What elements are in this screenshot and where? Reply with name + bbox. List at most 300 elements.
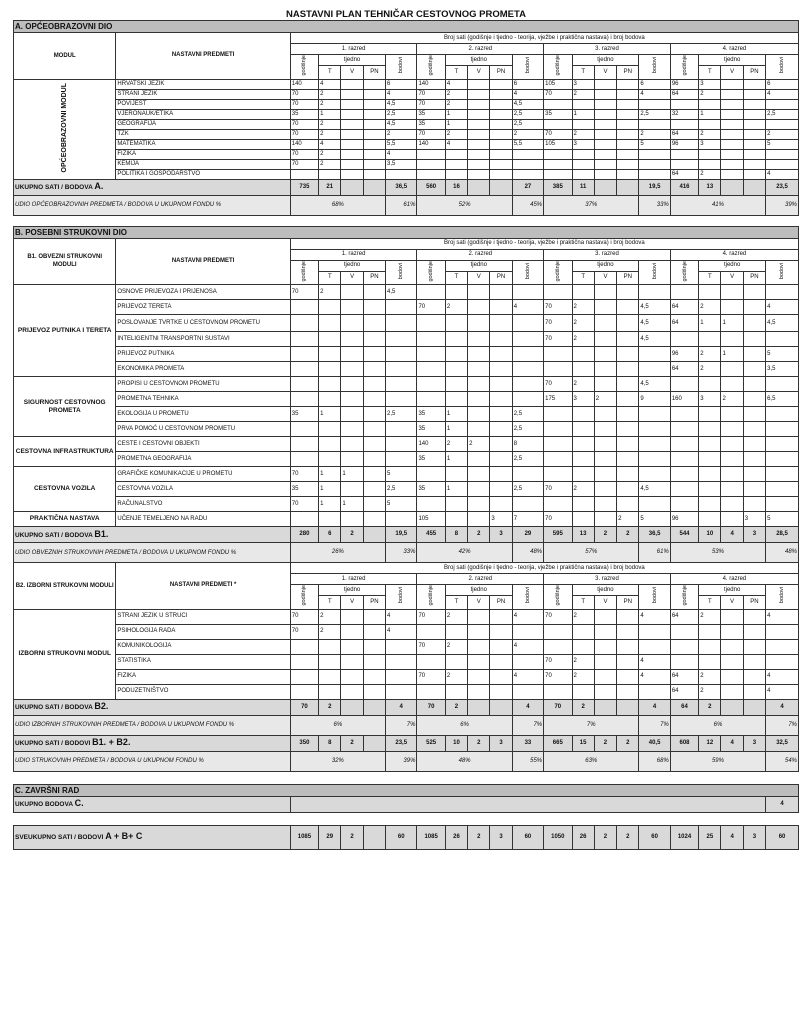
value-cell <box>468 332 490 347</box>
value-cell <box>670 119 698 129</box>
value-cell <box>363 639 385 654</box>
value-cell <box>386 639 417 654</box>
value-cell <box>544 169 572 179</box>
value-cell <box>617 179 639 195</box>
value-cell: 70 <box>290 699 318 715</box>
value-cell <box>743 285 765 300</box>
points-header <box>386 260 417 285</box>
module-name-label: OPĆEOBRAZOVNI MODUL <box>61 82 69 173</box>
value-cell <box>572 684 594 699</box>
value-cell <box>417 467 445 482</box>
value-cell <box>290 300 318 315</box>
value-cell <box>721 300 743 315</box>
part-b1-module-header <box>14 238 116 285</box>
value-cell <box>341 669 363 684</box>
value-cell: 2 <box>341 825 363 849</box>
value-cell: 70 <box>544 609 572 624</box>
points-label: bodovi <box>398 57 405 74</box>
value-cell <box>743 609 765 624</box>
value-cell: 35 <box>290 482 318 497</box>
value-cell <box>594 684 616 699</box>
value-cell <box>468 139 490 149</box>
points-header <box>512 585 543 610</box>
points-label: bodovi <box>398 262 405 279</box>
value-cell <box>721 497 743 512</box>
theory-header: T <box>699 271 721 284</box>
annual-header <box>544 260 572 285</box>
value-cell: 5,5 <box>386 139 417 149</box>
value-cell <box>617 79 639 89</box>
value-cell <box>319 315 341 332</box>
total-label-text: UKUPNO SATI / BODOVA <box>15 531 93 539</box>
value-cell <box>468 89 490 99</box>
value-cell: 280 <box>290 527 318 543</box>
value-cell <box>490 109 512 119</box>
value-cell: 13 <box>572 527 594 543</box>
value-cell <box>341 654 363 669</box>
theory-header: T <box>699 596 721 609</box>
value-cell: 96 <box>670 347 698 362</box>
value-cell <box>617 159 639 169</box>
value-cell <box>544 422 572 437</box>
value-cell <box>544 119 572 129</box>
value-cell <box>468 392 490 407</box>
subject-name: KOMUNIKOLOGIJA <box>116 639 290 654</box>
table-row <box>14 407 799 422</box>
value-cell: 2 <box>319 129 341 139</box>
value-cell <box>319 512 341 527</box>
value-cell <box>617 392 639 407</box>
value-cell <box>468 639 490 654</box>
value-cell <box>594 332 616 347</box>
value-cell <box>341 362 363 377</box>
value-cell <box>417 347 445 362</box>
value-cell: 2 <box>319 609 341 624</box>
part-a-subjects-header <box>116 33 290 80</box>
value-cell <box>468 129 490 139</box>
annual-header <box>290 260 318 285</box>
subject-name: POSLOVANJE TVRTKE U CESTOVNOM PROMETU <box>116 315 290 332</box>
exercise-header: V <box>721 271 743 284</box>
table-row <box>14 169 799 179</box>
value-cell <box>490 684 512 699</box>
subject-name: PROPISI U CESTOVNOM PROMETU <box>116 377 290 392</box>
value-cell: 7 <box>512 512 543 527</box>
value-cell <box>341 300 363 315</box>
value-cell <box>721 139 743 149</box>
table-row <box>14 497 799 512</box>
value-cell <box>341 699 363 715</box>
value-cell: 4 <box>386 609 417 624</box>
table-row <box>14 79 799 89</box>
value-cell: 2 <box>766 129 799 139</box>
value-cell: 64 <box>670 89 698 99</box>
value-cell <box>594 654 616 669</box>
value-cell: 3 <box>743 527 765 543</box>
value-cell <box>670 624 698 639</box>
value-cell <box>417 159 445 169</box>
value-cell <box>743 437 765 452</box>
value-cell <box>490 422 512 437</box>
value-cell <box>639 149 670 159</box>
value-cell <box>766 285 799 300</box>
annual-header <box>417 585 445 610</box>
value-cell <box>572 407 594 422</box>
value-cell <box>721 119 743 129</box>
value-cell <box>363 392 385 407</box>
value-cell <box>699 119 721 129</box>
value-cell <box>594 437 616 452</box>
value-cell <box>670 497 698 512</box>
grade-header: 1. razred <box>290 249 417 260</box>
points-header <box>386 55 417 80</box>
value-cell: 2 <box>699 300 721 315</box>
value-cell: 2 <box>699 699 721 715</box>
points-header <box>639 585 670 610</box>
subject-name: STATISTIKA <box>116 654 290 669</box>
value-cell: 2 <box>572 482 594 497</box>
value-cell <box>743 639 765 654</box>
annual-label: godišnje <box>301 260 308 281</box>
theory-header: T <box>445 66 467 79</box>
part-b2-module-header <box>14 563 116 610</box>
value-cell <box>766 624 799 639</box>
value-cell <box>699 377 721 392</box>
value-cell <box>544 285 572 300</box>
value-cell: 4 <box>639 89 670 99</box>
value-cell <box>721 332 743 347</box>
value-cell <box>743 139 765 149</box>
value-cell <box>743 377 765 392</box>
value-cell <box>617 452 639 467</box>
grade-header: 1. razred <box>290 44 417 55</box>
value-cell <box>468 512 490 527</box>
part-a-module-header <box>14 33 116 80</box>
value-cell: 1 <box>341 497 363 512</box>
value-cell <box>639 467 670 482</box>
value-cell: 6 <box>319 527 341 543</box>
table-row <box>14 149 799 159</box>
subjects-header-label: NASTAVNI PREDMETI <box>171 257 235 264</box>
points-header <box>512 260 543 285</box>
value-cell <box>445 362 467 377</box>
value-cell: 4 <box>445 139 467 149</box>
value-cell: 5 <box>639 512 670 527</box>
table-row <box>14 467 799 482</box>
value-cell: 8 <box>445 527 467 543</box>
value-cell <box>341 149 363 159</box>
value-cell <box>743 347 765 362</box>
value-cell: 5 <box>386 467 417 482</box>
value-cell <box>386 332 417 347</box>
value-cell <box>544 347 572 362</box>
value-cell: 21 <box>319 179 341 195</box>
value-cell: 11 <box>572 179 594 195</box>
weekly-header: tjedno <box>572 260 639 271</box>
grade-header: 3. razred <box>544 574 671 585</box>
value-cell: 4 <box>319 79 341 89</box>
value-cell: 29 <box>319 825 341 849</box>
value-cell <box>594 179 616 195</box>
value-cell: 35 <box>417 482 445 497</box>
grade-header: 4. razred <box>670 249 798 260</box>
value-cell: 4 <box>639 669 670 684</box>
value-cell: 4 <box>766 609 799 624</box>
weekly-header: tjedno <box>699 585 766 596</box>
value-cell: 64 <box>670 699 698 715</box>
value-cell <box>512 285 543 300</box>
annual-label: godišnje <box>301 55 308 76</box>
value-cell: 140 <box>290 139 318 149</box>
value-cell <box>445 684 467 699</box>
value-cell <box>341 285 363 300</box>
value-cell <box>290 315 318 332</box>
points-header <box>386 585 417 610</box>
annual-label: godišnje <box>428 260 435 281</box>
annual-header <box>290 55 318 80</box>
value-cell <box>721 512 743 527</box>
value-cell <box>743 99 765 109</box>
module-name: CESTOVNA VOZILA <box>14 467 116 512</box>
exercise-header: V <box>468 271 490 284</box>
value-cell <box>468 285 490 300</box>
subject-name: CESTE I CESTOVNI OBJEKTI <box>116 437 290 452</box>
value-cell: 4 <box>766 169 799 179</box>
subject-name: GEOGRAFIJA <box>116 119 290 129</box>
value-cell <box>363 437 385 452</box>
value-cell <box>639 285 670 300</box>
value-cell <box>490 89 512 99</box>
value-cell <box>699 285 721 300</box>
theory-header: T <box>572 271 594 284</box>
value-cell <box>594 452 616 467</box>
value-cell <box>468 609 490 624</box>
value-cell <box>766 149 799 159</box>
value-cell <box>544 497 572 512</box>
value-cell <box>721 149 743 159</box>
value-cell <box>490 669 512 684</box>
value-cell <box>468 467 490 482</box>
value-cell: 70 <box>417 99 445 109</box>
value-cell <box>363 654 385 669</box>
practice-header: PN <box>363 66 385 79</box>
value-cell <box>512 149 543 159</box>
table-row <box>14 392 799 407</box>
value-cell <box>319 437 341 452</box>
value-cell <box>490 699 512 715</box>
value-cell <box>490 467 512 482</box>
value-cell <box>363 497 385 512</box>
exercise-header: V <box>721 596 743 609</box>
share-points: 61% <box>639 543 670 563</box>
subject-name: EKONOMIKA PROMETA <box>116 362 290 377</box>
value-cell <box>341 452 363 467</box>
value-cell: 2 <box>319 119 341 129</box>
value-cell <box>594 639 616 654</box>
value-cell <box>766 497 799 512</box>
value-cell: 4,5 <box>386 285 417 300</box>
value-cell <box>572 512 594 527</box>
value-cell <box>617 89 639 99</box>
value-cell: 2 <box>341 735 363 751</box>
weekly-header: tjedno <box>319 260 386 271</box>
value-cell: 2 <box>699 669 721 684</box>
value-cell <box>386 169 417 179</box>
value-cell <box>363 825 385 849</box>
value-cell: 105 <box>417 512 445 527</box>
table-row <box>14 300 799 315</box>
value-cell <box>544 684 572 699</box>
value-cell <box>490 437 512 452</box>
value-cell <box>319 639 341 654</box>
value-cell: 2,5 <box>512 407 543 422</box>
value-cell <box>743 362 765 377</box>
value-cell: 2 <box>699 129 721 139</box>
value-cell: 4 <box>766 699 799 715</box>
value-cell <box>721 467 743 482</box>
value-cell <box>363 669 385 684</box>
value-cell: 70 <box>544 377 572 392</box>
total-label-suffix: B1. <box>94 528 109 539</box>
value-cell: 1 <box>319 482 341 497</box>
value-cell <box>290 684 318 699</box>
value-cell <box>594 512 616 527</box>
value-cell <box>363 527 385 543</box>
value-cell <box>468 300 490 315</box>
section-b-header: B. POSEBNI STRUKOVNI DIO <box>14 226 799 238</box>
value-cell <box>617 377 639 392</box>
value-cell: 2 <box>445 437 467 452</box>
value-cell: 23,5 <box>766 179 799 195</box>
value-cell: 60 <box>386 825 417 849</box>
subject-name: OSNOVE PRIJEVOZA I PRIJENOSA <box>116 285 290 300</box>
value-cell <box>445 467 467 482</box>
exercise-header: V <box>594 271 616 284</box>
value-cell: 35 <box>290 109 318 119</box>
value-cell <box>743 654 765 669</box>
value-cell: 4 <box>721 825 743 849</box>
value-cell <box>743 452 765 467</box>
value-cell: 2 <box>699 169 721 179</box>
practice-header: PN <box>363 271 385 284</box>
value-cell: 2 <box>445 89 467 99</box>
table-row <box>14 99 799 109</box>
theory-header: T <box>445 596 467 609</box>
value-cell <box>468 99 490 109</box>
value-cell: 4,5 <box>639 482 670 497</box>
hours-points-header: Broj sati (godišnje i tjedno - teorija, vježbe i praktična nastava) i broj bodova <box>290 33 798 44</box>
share-points: 61% <box>386 195 417 215</box>
value-cell <box>743 684 765 699</box>
value-cell <box>639 362 670 377</box>
value-cell <box>290 654 318 669</box>
table-row <box>14 285 799 300</box>
value-cell <box>490 332 512 347</box>
module-header-label: MODUL <box>53 52 76 59</box>
exercise-header: V <box>341 66 363 79</box>
subject-name: EKOLOGIJA U PROMETU <box>116 407 290 422</box>
value-cell: 60 <box>512 825 543 849</box>
value-cell: 1085 <box>417 825 445 849</box>
value-cell <box>743 109 765 119</box>
subject-name: MATEMATIKA <box>116 139 290 149</box>
value-cell <box>445 497 467 512</box>
value-cell <box>341 169 363 179</box>
subject-name: UČENJE TEMELJENO NA RADU <box>116 512 290 527</box>
grand-total-label-text: SVEUKUPNO SATI / BODOVI <box>15 834 104 841</box>
subject-name: RAČUNALSTVO <box>116 497 290 512</box>
value-cell <box>319 669 341 684</box>
value-cell: 10 <box>445 735 467 751</box>
value-cell <box>468 497 490 512</box>
value-cell <box>766 159 799 169</box>
table-row <box>14 159 799 169</box>
value-cell <box>445 654 467 669</box>
value-cell: 1 <box>721 315 743 332</box>
value-cell <box>363 109 385 119</box>
value-cell <box>594 300 616 315</box>
share-hours: 37% <box>544 195 639 215</box>
value-cell <box>445 285 467 300</box>
value-cell <box>468 452 490 467</box>
module-header-label: B2. IZBORNI STRUKOVNI MODULI <box>15 582 114 589</box>
table-row <box>14 179 799 195</box>
value-cell <box>699 624 721 639</box>
spacer <box>14 771 799 784</box>
points-header <box>766 55 799 80</box>
value-cell <box>721 684 743 699</box>
value-cell <box>639 99 670 109</box>
value-cell <box>670 149 698 159</box>
value-cell: 60 <box>639 825 670 849</box>
table-row <box>14 796 799 812</box>
points-header <box>766 260 799 285</box>
value-cell <box>594 129 616 139</box>
value-cell: 35 <box>417 109 445 119</box>
value-cell <box>639 639 670 654</box>
value-cell: 2 <box>617 825 639 849</box>
table-row <box>14 654 799 669</box>
value-cell: 5,5 <box>512 139 543 149</box>
value-cell: 2 <box>617 512 639 527</box>
value-cell <box>341 639 363 654</box>
value-cell <box>468 315 490 332</box>
value-cell <box>743 149 765 159</box>
value-cell <box>512 362 543 377</box>
value-cell: 26 <box>572 825 594 849</box>
value-cell: 3 <box>743 512 765 527</box>
value-cell: 2 <box>639 129 670 139</box>
value-cell: 735 <box>290 179 318 195</box>
value-cell: 140 <box>417 139 445 149</box>
table-row <box>14 89 799 99</box>
value-cell: 33 <box>512 735 543 751</box>
value-cell <box>363 347 385 362</box>
value-cell <box>572 362 594 377</box>
value-cell: 32,5 <box>766 735 799 751</box>
value-cell: 140 <box>290 79 318 89</box>
subject-name: TZK <box>116 129 290 139</box>
value-cell <box>617 497 639 512</box>
value-cell <box>572 347 594 362</box>
grade-header: 2. razred <box>417 249 544 260</box>
value-cell: 1 <box>445 452 467 467</box>
value-cell <box>319 377 341 392</box>
value-cell <box>639 497 670 512</box>
value-cell <box>386 347 417 362</box>
value-cell <box>617 169 639 179</box>
value-cell <box>544 407 572 422</box>
